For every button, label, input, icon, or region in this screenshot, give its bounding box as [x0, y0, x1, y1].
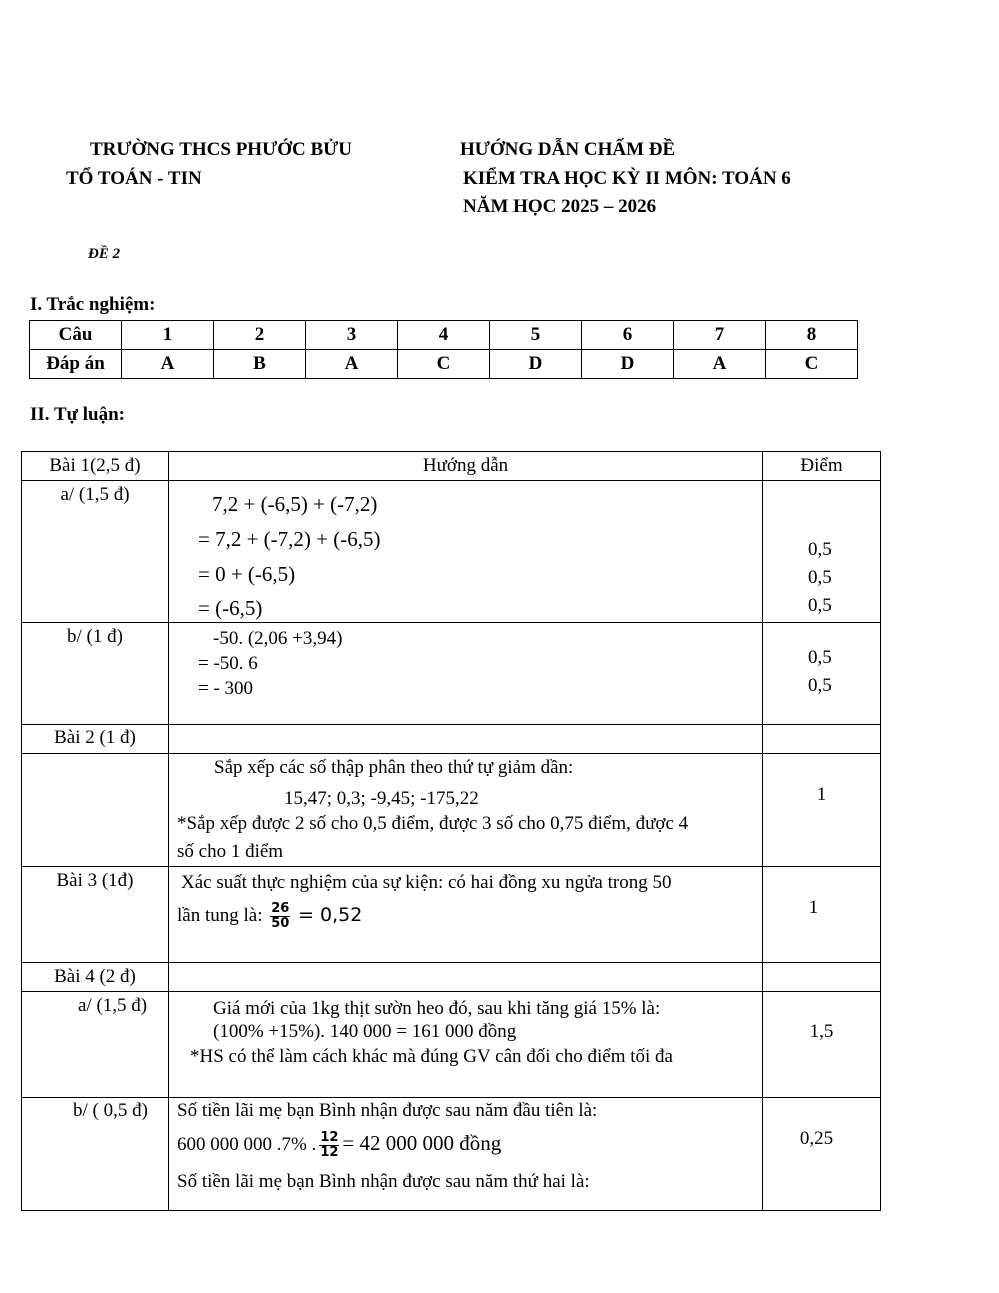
- question-number: 2: [214, 321, 306, 350]
- fraction-denominator: 12: [320, 1145, 339, 1161]
- score-value: 1,5: [809, 1021, 834, 1042]
- table-border: [21, 622, 881, 623]
- bai1a-label: a/ (1,5 đ): [60, 484, 130, 505]
- doc-title-line2: KIỂM TRA HỌC KỲ II MÔN: TOÁN 6: [463, 168, 791, 189]
- multiple-choice-answer-table: [29, 320, 858, 379]
- bai1b-step: -50. (2,06 +3,94): [213, 628, 343, 649]
- bai4-label: Bài 4 (2 đ): [54, 966, 136, 987]
- question-number: 4: [398, 321, 490, 350]
- bai1a-step: = 0 + (-6,5): [198, 562, 296, 586]
- answer-key: D: [582, 350, 674, 379]
- part1-heading: I. Trắc nghiệm:: [30, 294, 156, 315]
- question-number: 6: [582, 321, 674, 350]
- fraction: [319, 1131, 339, 1160]
- bai3-text: Xác suất thực nghiệm của sự kiện: có hai đồng xu ngửa trong 50: [181, 872, 672, 893]
- fraction: [270, 902, 290, 931]
- bai1a-step: = (-6,5): [198, 596, 263, 620]
- bai4a-note: *HS có thể làm cách khác mà đúng GV cân đối cho điểm tối đa: [190, 1046, 673, 1067]
- exam-code: ĐỀ 2: [88, 246, 121, 262]
- bai1a-step: 7,2 + (-6,5) + (-7,2): [212, 492, 378, 516]
- table-border: [21, 1210, 881, 1211]
- fraction-denominator: 50: [271, 916, 290, 932]
- score-value: 0,5: [808, 595, 832, 616]
- bai4b-calc-prefix: 600 000 000 .7% .: [177, 1134, 317, 1155]
- score-value: 1: [816, 784, 827, 805]
- bai4a-text: Giá mới của 1kg thịt sườn heo đó, sau khi tăng giá 15% là:: [213, 998, 661, 1019]
- fraction-numerator: 12: [320, 1130, 339, 1146]
- bai3-label: Bài 3 (1đ): [56, 870, 134, 891]
- bai1b-step: = -50. 6: [198, 653, 258, 674]
- score-value: 0,5: [808, 567, 832, 588]
- question-number: 8: [766, 321, 858, 350]
- department-name: TỔ TOÁN - TIN: [66, 168, 202, 189]
- table-border: [21, 480, 881, 481]
- bai4b-calc: [177, 1124, 501, 1164]
- question-row-label: Câu: [30, 321, 122, 350]
- bai2-scoring-note-cont: số cho 1 điểm: [177, 841, 284, 862]
- bai4b-calc-result: = 42 000 000 đồng: [342, 1131, 502, 1155]
- bai4a-calc: (100% +15%). 140 000 = 161 000 đồng: [213, 1021, 517, 1042]
- question-number: 3: [306, 321, 398, 350]
- fraction-numerator: 26: [271, 901, 290, 917]
- bai2-sorted-numbers: 15,47; 0,3; -9,45; -175,22: [284, 788, 479, 809]
- table-border: [21, 1097, 881, 1098]
- score-value: 0,5: [808, 647, 832, 668]
- answer-key: C: [766, 350, 858, 379]
- bai3-answer: [177, 896, 362, 935]
- doc-title-line3: NĂM HỌC 2025 – 2026: [463, 196, 657, 217]
- bai2-label: Bài 2 (1 đ): [54, 727, 136, 748]
- table-border: [21, 866, 881, 867]
- table-border: [21, 962, 881, 963]
- bai1b-step: = - 300: [198, 678, 254, 699]
- bai2-instruction: Sắp xếp các số thập phân theo thứ tự giảm dần:: [214, 757, 574, 778]
- bai4a-label: a/ (1,5 đ): [78, 995, 148, 1016]
- table-border: [21, 991, 881, 992]
- answer-key: A: [674, 350, 766, 379]
- bai1a-step: = 7,2 + (-7,2) + (-6,5): [198, 527, 381, 551]
- question-number: 1: [122, 321, 214, 350]
- question-number: 5: [490, 321, 582, 350]
- question-number: 7: [674, 321, 766, 350]
- part2-heading: II. Tự luận:: [30, 404, 126, 425]
- bai4b-label: b/ ( 0,5 đ): [73, 1100, 148, 1121]
- question-row: [30, 321, 858, 350]
- answer-row: [30, 350, 858, 379]
- doc-title-line1: HƯỚNG DẪN CHẤM ĐỀ: [460, 139, 676, 160]
- answer-key: B: [214, 350, 306, 379]
- table-border: [21, 451, 881, 452]
- score-value: 0,25: [799, 1128, 834, 1149]
- answer-row-label: Đáp án: [30, 350, 122, 379]
- bai2-scoring-note: *Sắp xếp được 2 số cho 0,5 điểm, được 3 số cho 0,75 điểm, được 4: [177, 813, 689, 834]
- bai3-result: = 0,52: [298, 904, 363, 926]
- score-value: 0,5: [808, 539, 832, 560]
- bai1-label: Bài 1(2,5 đ): [49, 455, 141, 476]
- score-value: 0,5: [808, 675, 832, 696]
- bai4b-text-2: Số tiền lãi mẹ bạn Bình nhận được sau năm thứ hai là:: [177, 1171, 590, 1192]
- answer-key: A: [306, 350, 398, 379]
- answer-key: D: [490, 350, 582, 379]
- column-header-score: Điểm: [800, 455, 843, 476]
- bai3-answer-prefix: lần tung là:: [177, 905, 263, 926]
- table-border: [21, 753, 881, 754]
- score-value: 1: [808, 897, 819, 918]
- school-name: TRƯỜNG THCS PHƯỚC BỬU: [90, 139, 352, 160]
- table-border: [21, 724, 881, 725]
- column-header-guide: Hướng dẫn: [422, 455, 509, 476]
- bai4b-text: Số tiền lãi mẹ bạn Bình nhận được sau năm đầu tiên là:: [177, 1100, 598, 1121]
- bai1b-label: b/ (1 đ): [67, 626, 123, 647]
- answer-key: A: [122, 350, 214, 379]
- answer-key: C: [398, 350, 490, 379]
